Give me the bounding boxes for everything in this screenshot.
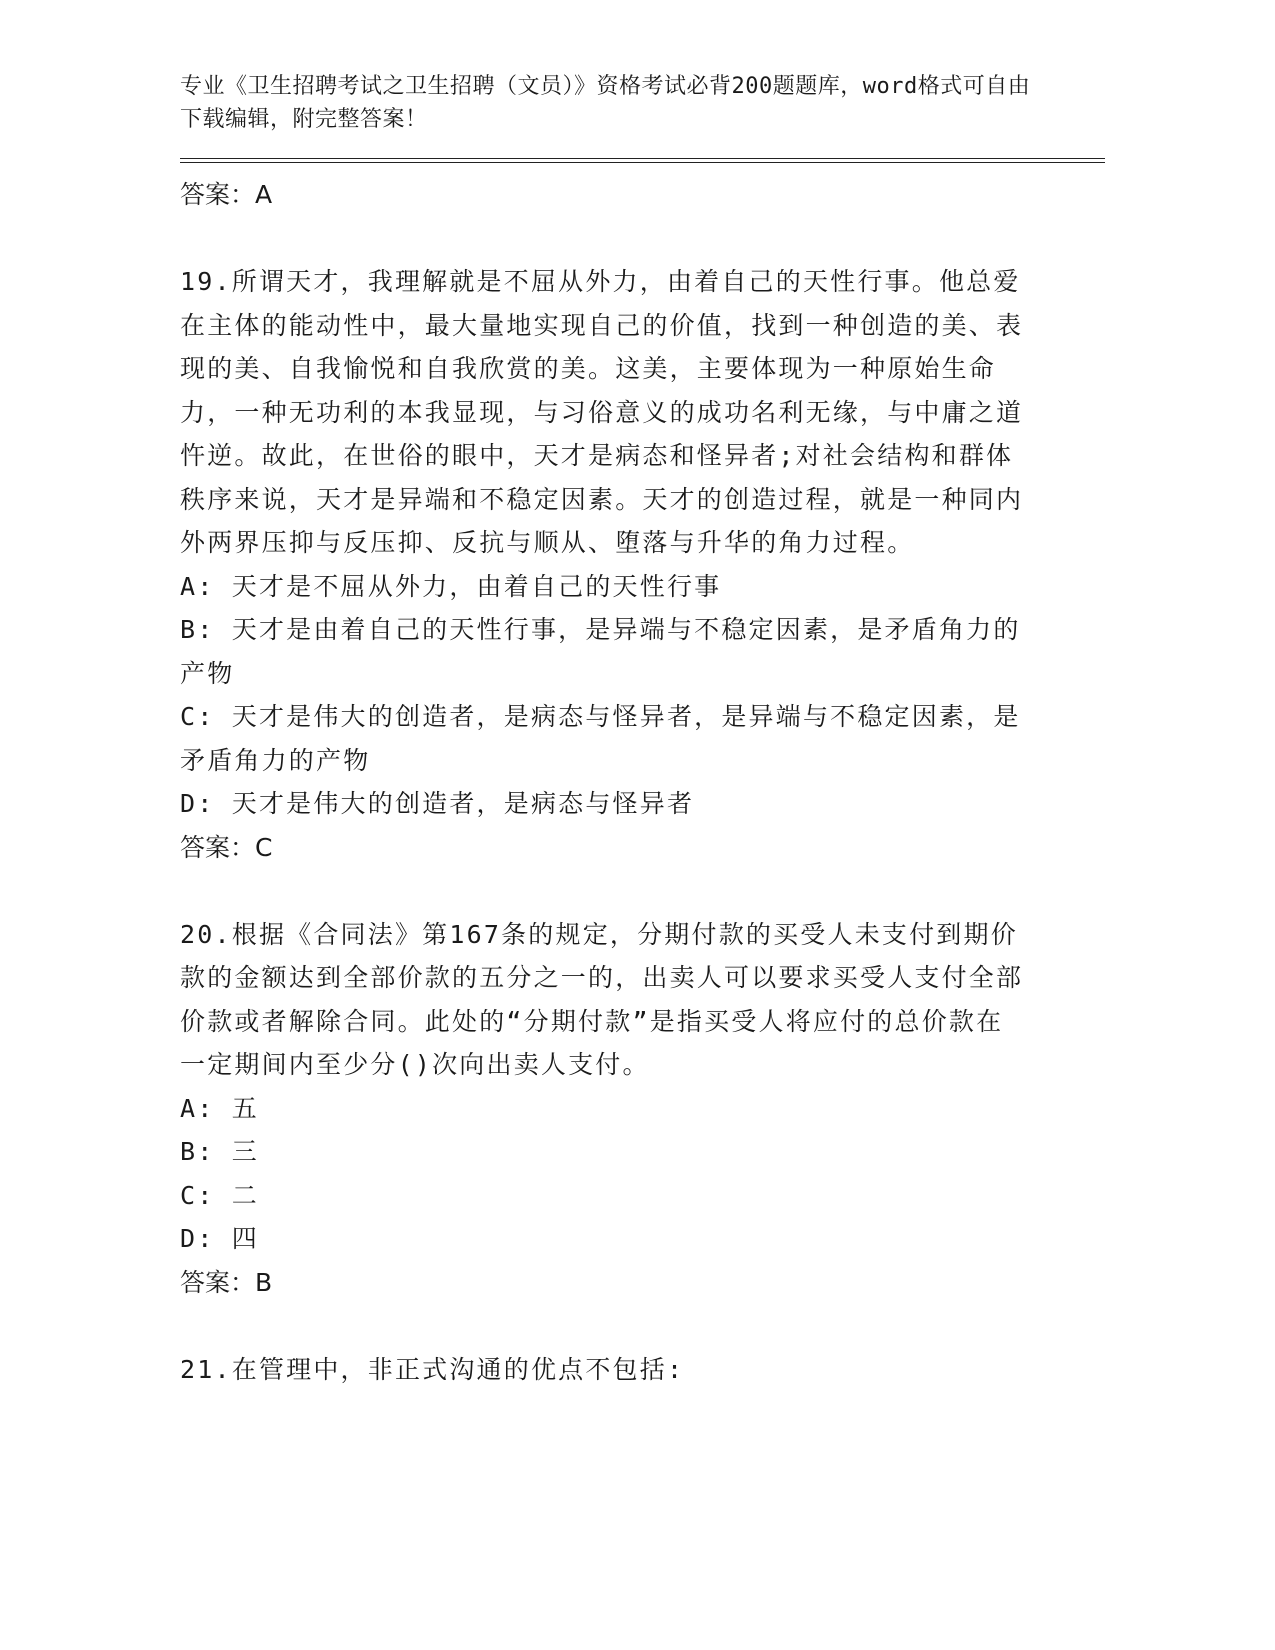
option-b: B: 三 — [180, 1137, 259, 1166]
page-header: 专业《卫生招聘考试之卫生招聘（文员）》资格考试必背200题题库，word格式可自由下载编辑，附完整答案！ — [180, 74, 1031, 132]
option-a: A: 天才是不屈从外力，由着自己的天性行事 — [180, 571, 722, 601]
question-20 — [180, 913, 1115, 1305]
question-text: 21.在管理中，非正式沟通的优点不包括: — [180, 1354, 685, 1384]
option-a: A: 五 — [180, 1093, 259, 1123]
question-21 — [180, 1348, 1115, 1392]
header-divider — [180, 158, 1105, 163]
document-page — [180, 70, 1115, 1391]
option-c: C: 二 — [180, 1180, 259, 1210]
question-19 — [180, 260, 1115, 870]
option-c: C: 天才是伟大的创造者，是病态与怪异者，是异端与不稳定因素，是矛盾角力的产物 — [180, 702, 1021, 775]
question-text: 19.所谓天才，我理解就是不屈从外力，由着自己的天性行事。他总爱在主体的能动性中，最大量地实现自己的价值，找到一种创造的美、表现的美、自我愉悦和自我欣赏的美。这美，主要体现为一种原始生命力，一种无功利的本我显现，与习俗意义的成功名利无缘，与中庸之道忤逆。故此，在世俗的眼中，天才是病态和怪异者;对社会结构和群体秩序来说，天才是异端和不稳定因素。天才的创造过程，就是一种同内外两界压抑与反压抑、反抗与顺从、堕落与升华的角力过程。 — [180, 267, 1024, 557]
option-d: D: 四 — [180, 1224, 259, 1253]
option-d: D: 天才是伟大的创造者，是病态与怪异者 — [180, 789, 695, 818]
previous-answer: 答案：A — [180, 180, 273, 209]
answer: 答案：B — [180, 1267, 273, 1297]
question-text: 20.根据《合同法》第167条的规定，分期付款的买受人未支付到期价款的金额达到全部价款的五分之一的，出卖人可以要求买受人支付全部价款或者解除合同。此处的“分期付款”是指买受人将应付的总价款在一定期间内至少分()次向出卖人支付。 — [180, 919, 1024, 1079]
option-b: B: 天才是由着自己的天性行事，是异端与不稳定因素，是矛盾角力的产物 — [180, 615, 1021, 688]
answer: 答案：C — [180, 832, 273, 862]
